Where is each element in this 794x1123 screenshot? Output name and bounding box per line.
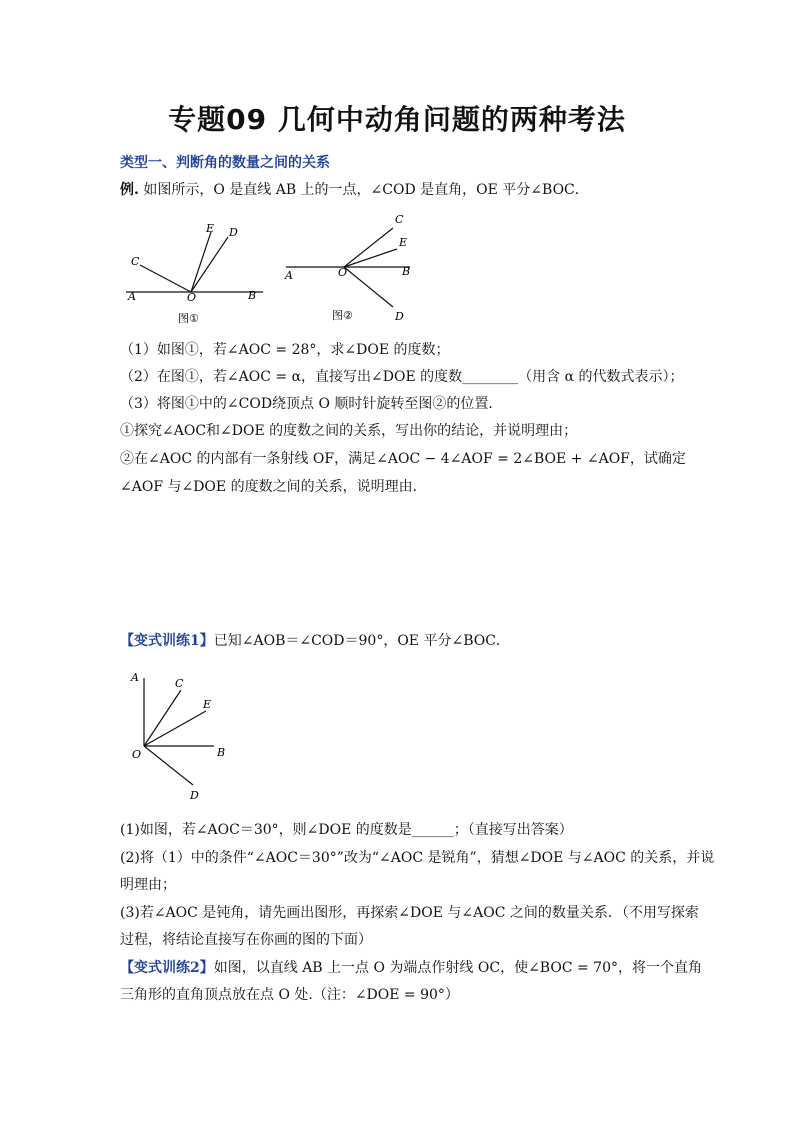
- ray-od: [144, 746, 193, 785]
- training2-statement: [120, 958, 702, 978]
- training1-q3-line2: 过程，将结论直接写在你画的图的下面）: [120, 932, 372, 948]
- label-o: O: [338, 266, 348, 279]
- section-heading: 类型一、判断角的数量之间的关系: [120, 155, 330, 171]
- training2-tag: 【变式训练2】: [120, 960, 214, 976]
- example-q3b-line2: ∠AOF 与∠DOE 的度数之间的关系，说明理由．: [120, 479, 427, 495]
- ray-oc: [144, 690, 181, 746]
- training1-q1: (1)如图，若∠AOC＝30°，则∠DOE 的度数是______；（直接写出答案）: [120, 822, 573, 838]
- label-e: E: [399, 236, 408, 249]
- training1-q3-line1: (3)若∠AOC 是钝角，请先画出图形，再探索∠DOE 与∠AOC 之间的数量关系．（不用写探索: [120, 905, 699, 921]
- figure-1-caption: 图①: [178, 312, 199, 325]
- training1-text: 已知∠AOB＝∠COD＝90°，OE 平分∠BOC．: [213, 633, 510, 649]
- example-q3b-line1: ②在∠AOC 的内部有一条射线 OF，满足∠AOC − 4∠AOF = 2∠BOE + ∠AOF，试确定: [120, 451, 686, 467]
- figure-2: [280, 210, 420, 328]
- training1-q2-line2: 明理由；: [120, 877, 176, 893]
- example-statement: [120, 180, 680, 200]
- label-d: D: [395, 310, 404, 323]
- example-q1: （1）如图①，若∠AOC = 28°，求∠DOE 的度数；: [120, 342, 450, 358]
- label-b: B: [402, 265, 411, 278]
- label-b: B: [217, 746, 226, 759]
- example-q3a: ①探究∠AOC和∠DOE 的度数之间的关系，写出你的结论，并说明理由；: [120, 423, 578, 439]
- ray-oe: [191, 232, 211, 292]
- example-q2: （2）在图①，若∠AOC = α，直接写出∠DOE 的度数________（用含 α 的代数式表示）；: [120, 369, 684, 385]
- example-lead: 例.: [120, 182, 139, 198]
- ray-oc: [140, 265, 191, 292]
- label-b: B: [248, 289, 257, 302]
- label-c: C: [131, 255, 140, 268]
- figure-2-caption: 图②: [332, 309, 353, 322]
- ray-od: [191, 237, 228, 292]
- figure-training1: [126, 668, 246, 806]
- training2-text-line2: 三角形的直角顶点放在点 O 处.（注：∠DOE = 90°）: [120, 987, 459, 1003]
- label-o: O: [187, 291, 197, 304]
- label-e: E: [206, 222, 215, 235]
- training1-statement: [120, 631, 680, 651]
- training1-tag: 【变式训练1】: [120, 633, 214, 649]
- label-e: E: [203, 698, 212, 711]
- label-c: C: [395, 213, 404, 226]
- label-d: D: [229, 226, 238, 239]
- label-c: C: [175, 677, 184, 690]
- ray-od: [344, 267, 393, 307]
- ray-oe: [144, 711, 206, 746]
- label-a: A: [131, 671, 139, 684]
- example-q3: （3）将图①中的∠COD绕顶点 O 顺时针旋转至图②的位置．: [120, 396, 503, 412]
- label-o: O: [132, 748, 142, 761]
- example-text: 如图所示，O 是直线 AB 上的一点，∠COD 是直角，OE 平分∠BOC．: [143, 182, 589, 198]
- ray-oc: [344, 228, 393, 267]
- label-a: A: [128, 290, 136, 303]
- label-d: D: [190, 789, 199, 802]
- page-title: 专题09 几何中动角问题的两种考法: [168, 103, 626, 136]
- training2-text-line1: 如图，以直线 AB 上一点 O 为端点作射线 OC，使∠BOC = 70°，将一个直角: [213, 960, 702, 976]
- training1-q2-line1: (2)将（1）中的条件“∠AOC＝30°”改为“∠AOC 是锐角”，猜想∠DOE 与∠AOC 的关系，并说: [120, 850, 715, 866]
- label-a: A: [285, 269, 293, 282]
- ray-oe: [344, 249, 397, 267]
- figure-1: [118, 215, 278, 330]
